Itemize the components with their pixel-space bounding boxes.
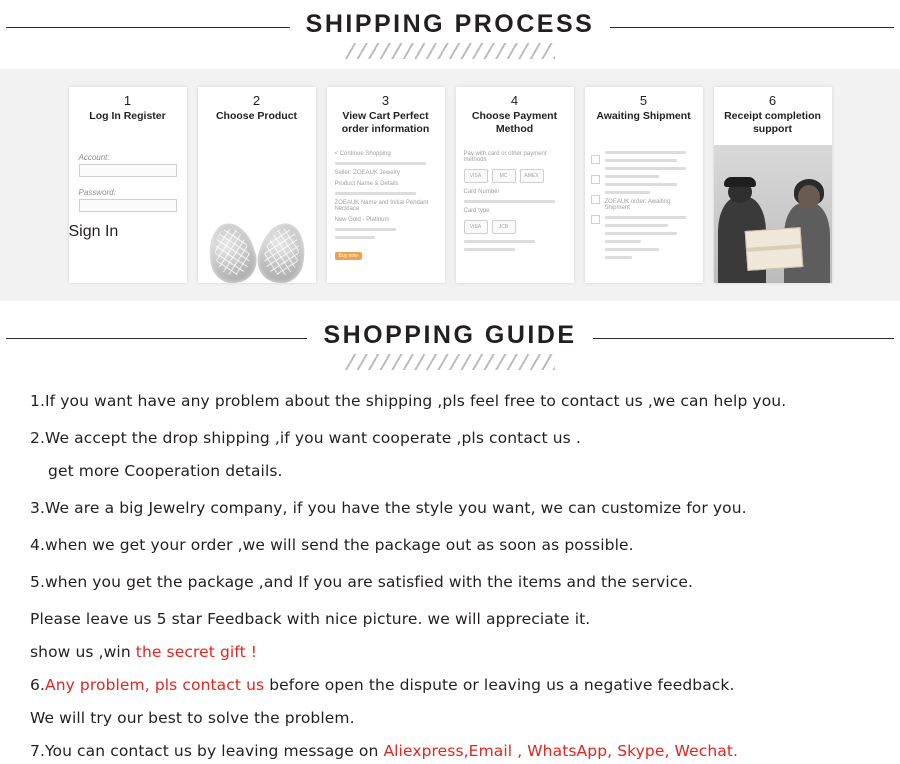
checkbox-column [591, 155, 600, 235]
guide-line-mixed [30, 639, 878, 665]
process-card-6 [714, 87, 832, 283]
filler-line [335, 192, 417, 195]
hatch-divider-guide [345, 354, 555, 370]
guide-text: show us ,win [30, 643, 136, 661]
checkbox-icon [591, 175, 600, 184]
checkbox-icon [591, 195, 600, 204]
card-brand-mc: MC [492, 169, 516, 183]
step-art-cart [327, 145, 445, 283]
card-type-visa: VISA [464, 220, 488, 234]
password-field [79, 199, 177, 212]
filler-line [605, 232, 677, 235]
guide-line: 4.when we get your order ,we will send the package out as soon as possible. [30, 536, 634, 554]
filler-line [605, 248, 659, 251]
step-label-5: Awaiting Shipment [596, 110, 691, 122]
shipment-status-text: ZOEAUK order: Awaiting Shipment [604, 199, 671, 211]
guide-line: We will try our best to solve the problem. [30, 709, 355, 727]
card-type-label: Card type [463, 208, 490, 214]
checkbox-icon [591, 155, 600, 164]
filler-line [605, 256, 632, 259]
parcel-box [744, 227, 803, 271]
step-art-login [69, 145, 187, 283]
process-cards [0, 69, 900, 283]
filler-line [605, 191, 650, 194]
filler-line [605, 159, 677, 162]
cart-row-2: Product Name & Details [334, 181, 399, 187]
guide-heading: SHOPPING GUIDE [307, 321, 592, 350]
shipping-heading-block [0, 10, 900, 39]
filler-line [464, 248, 515, 251]
step-label-4: Choose Payment Method [471, 110, 558, 135]
process-band [0, 69, 900, 301]
step-number-3: 3 [381, 93, 390, 108]
step-label-6: Receipt completion support [724, 110, 821, 135]
cart-row-1: Seller: ZOEAUK Jewelry [334, 170, 400, 176]
process-card-5 [585, 87, 703, 283]
card-brand-row [464, 169, 566, 183]
guide-text-highlight: Aliexpress,Email , WhatsApp, Skype, Wechat. [383, 742, 739, 760]
cap-icon [724, 177, 756, 187]
account-label: Account: [78, 153, 110, 162]
guide-line: Please leave us 5 star Feedback with nice picture. we will appreciate it. [30, 610, 591, 628]
filler-line [464, 240, 535, 243]
guide-line: 1.If you want have any problem about the shipping ,pls feel free to contact us ,we can help you. [30, 392, 787, 410]
signin-button: Sign In [68, 223, 119, 240]
filler-line [605, 183, 677, 186]
filler-line [605, 151, 686, 154]
step-number-4: 4 [510, 93, 519, 108]
account-field [79, 164, 177, 177]
product-image-left [203, 219, 260, 283]
shipping-heading: SHIPPING PROCESS [290, 10, 611, 39]
guide-text: 6. [30, 676, 45, 694]
filler-line [605, 216, 686, 219]
guide-text: before open the dispute or leaving us a negative feedback. [264, 676, 735, 694]
product-image-right [253, 219, 310, 283]
card-type-row [464, 220, 566, 234]
step-number-6: 6 [768, 93, 777, 108]
guide-line: 5.when you get the package ,and If you are satisfied with the items and the service. [30, 573, 694, 591]
payment-header: Pay with card or other payment methods [463, 151, 547, 163]
guide-text-highlight: Any problem, pls contact us [45, 676, 265, 694]
filler-line [335, 236, 376, 239]
filler-line [605, 175, 659, 178]
filler-line [464, 200, 556, 203]
step-label-1: Log In Register [89, 110, 166, 122]
cart-row-3: ZOEAUK Name and Initial Pendant Necklace [334, 200, 429, 212]
filler-line [335, 228, 396, 231]
step-art-receipt [714, 145, 832, 283]
step-art-shipment [585, 145, 703, 283]
checkbox-icon [591, 215, 600, 224]
guide-heading-block [0, 321, 900, 350]
step-art-payment [456, 145, 574, 283]
card-type-other: JCB [492, 220, 516, 234]
process-card-2 [198, 87, 316, 283]
guide-text: 7.You can contact us by leaving message on [30, 742, 384, 760]
shipping-process-section [0, 0, 900, 301]
buy-now-button: Buy now [335, 252, 362, 260]
card-number-label: Card Number [463, 189, 500, 195]
guide-line-mixed [30, 738, 878, 764]
guide-line-mixed [30, 672, 878, 698]
step-number-1: 1 [123, 93, 132, 108]
process-card-3 [327, 87, 445, 283]
delivery-photo [714, 145, 832, 283]
hatch-divider-shipping [345, 43, 555, 59]
cart-row-4: New Gold - Platinum [334, 217, 390, 223]
guide-line: 3.We are a big Jewelry company, if you have the style you want, we can customize for you. [30, 499, 747, 517]
step-label-3: View Cart Perfect order information [341, 110, 430, 135]
step-label-2: Choose Product [215, 110, 298, 122]
cart-header: < Continue Shopping [334, 151, 391, 157]
guide-line: 2.We accept the drop shipping ,if you want cooperate ,pls contact us . [30, 429, 581, 447]
process-card-4 [456, 87, 574, 283]
step-number-2: 2 [252, 93, 261, 108]
card-brand-amex: AMEX [520, 169, 544, 183]
customer-head [798, 185, 820, 209]
guide-text-highlight: the secret gift ! [135, 643, 258, 661]
filler-line [605, 224, 668, 227]
filler-line [605, 167, 686, 170]
guide-list [0, 370, 900, 764]
step-number-5: 5 [639, 93, 648, 108]
shopping-guide-section [0, 301, 900, 764]
password-label: Password: [78, 188, 116, 197]
guide-line: get more Cooperation details. [48, 462, 283, 480]
card-brand-visa: VISA [464, 169, 488, 183]
step-art-product [198, 145, 316, 283]
filler-line [605, 240, 641, 243]
process-card-1 [69, 87, 187, 283]
filler-line [335, 162, 427, 165]
